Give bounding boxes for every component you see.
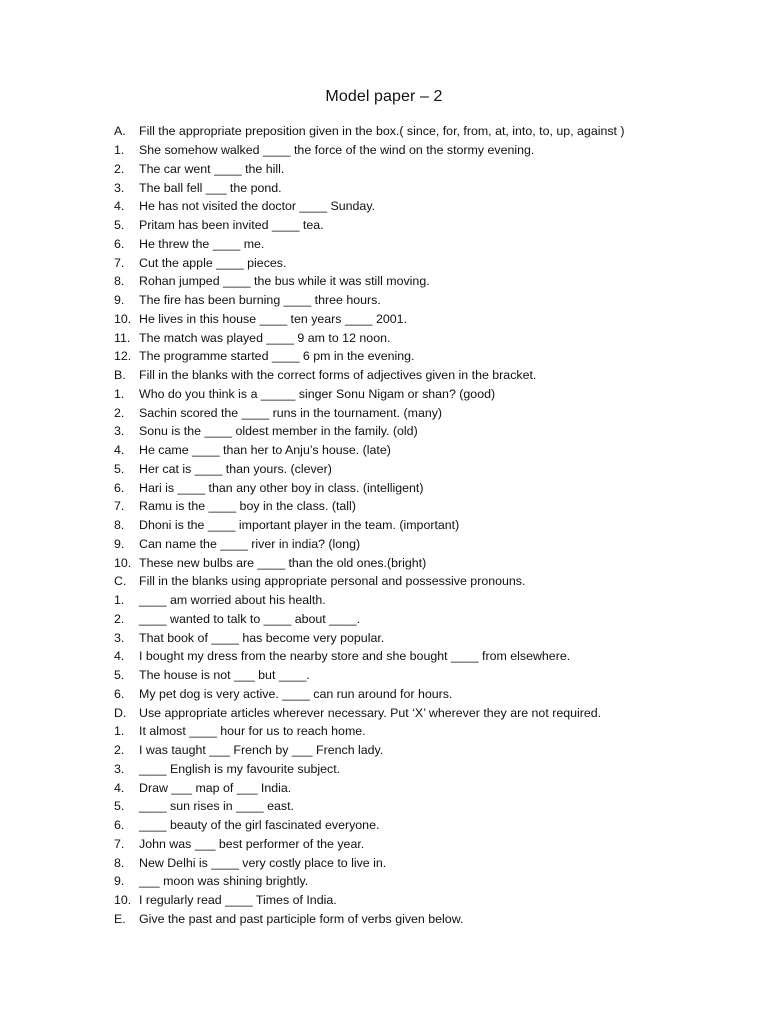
line-text: Pritam has been invited ____ tea. bbox=[139, 218, 324, 233]
question-list bbox=[114, 122, 754, 928]
question-line bbox=[114, 741, 754, 760]
line-number: 9. bbox=[114, 293, 125, 308]
line-text: She somehow walked ____ the force of the wind on the stormy evening. bbox=[139, 143, 535, 158]
line-text: ____ beauty of the girl fascinated everyone. bbox=[139, 818, 380, 833]
line-number: E. bbox=[114, 911, 126, 926]
question-line bbox=[114, 535, 754, 554]
line-number: 2. bbox=[114, 405, 125, 420]
line-text: The fire has been burning ____ three hours. bbox=[139, 293, 381, 308]
question-line bbox=[114, 178, 754, 197]
line-text: Sonu is the ____ oldest member in the family. (old) bbox=[139, 424, 418, 439]
line-number: 1. bbox=[114, 386, 125, 401]
line-text: I regularly read ____ Times of India. bbox=[139, 893, 337, 908]
line-number: 3. bbox=[114, 630, 125, 645]
line-text: The car went ____ the hill. bbox=[139, 161, 285, 176]
line-number: 3. bbox=[114, 424, 125, 439]
line-number: 1. bbox=[114, 724, 125, 739]
line-number: 2. bbox=[114, 611, 125, 626]
line-number: 6. bbox=[114, 236, 125, 251]
line-text: Use appropriate articles wherever necessary. Put ‘X’ wherever they are not required. bbox=[139, 705, 602, 720]
line-text: The ball fell ___ the pond. bbox=[139, 180, 282, 195]
page-title: Model paper – 2 bbox=[325, 88, 443, 105]
question-line bbox=[114, 910, 754, 929]
question-line bbox=[114, 310, 754, 329]
line-text: ____ wanted to talk to ____ about ____. bbox=[139, 611, 361, 626]
line-number: 10. bbox=[114, 311, 132, 326]
line-text: The house is not ___ but ____. bbox=[139, 668, 310, 683]
line-number: 6. bbox=[114, 480, 125, 495]
line-number: 4. bbox=[114, 780, 125, 795]
line-number: 10. bbox=[114, 555, 132, 570]
line-text: Can name the ____ river in india? (long) bbox=[139, 536, 361, 551]
line-text: Who do you think is a _____ singer Sonu Nigam or shan? (good) bbox=[139, 386, 496, 401]
question-line bbox=[114, 328, 754, 347]
line-number: 8. bbox=[114, 855, 125, 870]
line-text: Fill the appropriate preposition given in the box.( since, for, from, at, into, to, up, against ) bbox=[139, 124, 625, 139]
question-line bbox=[114, 610, 754, 629]
line-number: 12. bbox=[114, 349, 132, 364]
question-line bbox=[114, 385, 754, 404]
line-text: Cut the apple ____ pieces. bbox=[139, 255, 287, 270]
question-line bbox=[114, 422, 754, 441]
line-text: Dhoni is the ____ important player in the team. (important) bbox=[139, 518, 460, 533]
line-text: These new bulbs are ____ than the old ones.(bright) bbox=[139, 555, 427, 570]
line-text: My pet dog is very active. ____ can run around for hours. bbox=[139, 686, 453, 701]
line-number: 9. bbox=[114, 536, 125, 551]
line-text: ____ sun rises in ____ east. bbox=[139, 799, 294, 814]
question-line bbox=[114, 835, 754, 854]
question-line bbox=[114, 366, 754, 385]
question-line bbox=[114, 460, 754, 479]
line-text: Ramu is the ____ boy in the class. (tall) bbox=[139, 499, 356, 514]
line-text: ____ English is my favourite subject. bbox=[139, 761, 341, 776]
line-text: He lives in this house ____ ten years ____ 2001. bbox=[139, 311, 407, 326]
line-number: 10. bbox=[114, 893, 132, 908]
line-number: C. bbox=[114, 574, 127, 589]
question-line bbox=[114, 516, 754, 535]
line-text: That book of ____ has become very popular. bbox=[139, 630, 385, 645]
question-line bbox=[114, 572, 754, 591]
line-text: It almost ____ hour for us to reach home. bbox=[139, 724, 366, 739]
line-number: 4. bbox=[114, 649, 125, 664]
question-line bbox=[114, 403, 754, 422]
question-line bbox=[114, 628, 754, 647]
line-text: He threw the ____ me. bbox=[139, 236, 265, 251]
line-text: Her cat is ____ than yours. (clever) bbox=[139, 461, 332, 476]
question-line bbox=[114, 685, 754, 704]
question-line bbox=[114, 666, 754, 685]
line-number: D. bbox=[114, 705, 127, 720]
question-line bbox=[114, 272, 754, 291]
line-number: 3. bbox=[114, 761, 125, 776]
line-text: He has not visited the doctor ____ Sunday. bbox=[139, 199, 376, 214]
line-text: The programme started ____ 6 pm in the evening. bbox=[139, 349, 415, 364]
line-number: 4. bbox=[114, 443, 125, 458]
line-text: The match was played ____ 9 am to 12 noon. bbox=[139, 330, 391, 345]
line-number: 9. bbox=[114, 874, 125, 889]
line-number: 1. bbox=[114, 143, 125, 158]
line-text: Give the past and past participle form of verbs given below. bbox=[139, 911, 464, 926]
line-number: 11. bbox=[114, 330, 131, 345]
line-text: Rohan jumped ____ the bus while it was still moving. bbox=[139, 274, 430, 289]
line-text: Fill in the blanks with the correct forms of adjectives given in the bracket. bbox=[139, 368, 537, 383]
question-line bbox=[114, 253, 754, 272]
question-line bbox=[114, 216, 754, 235]
question-line bbox=[114, 891, 754, 910]
question-line bbox=[114, 497, 754, 516]
question-line bbox=[114, 722, 754, 741]
question-line bbox=[114, 478, 754, 497]
line-number: 8. bbox=[114, 518, 125, 533]
line-number: 7. bbox=[114, 499, 125, 514]
line-text: I bought my dress from the nearby store and she bought ____ from elsewhere. bbox=[139, 649, 571, 664]
line-number: A. bbox=[114, 124, 126, 139]
question-line bbox=[114, 872, 754, 891]
line-number: 5. bbox=[114, 461, 125, 476]
line-text: I was taught ___ French by ___ French lady. bbox=[139, 743, 384, 758]
line-number: 1. bbox=[114, 593, 125, 608]
question-line bbox=[114, 778, 754, 797]
line-text: John was ___ best performer of the year. bbox=[139, 836, 365, 851]
line-number: 6. bbox=[114, 818, 125, 833]
line-number: 3. bbox=[114, 180, 125, 195]
line-number: B. bbox=[114, 368, 126, 383]
line-number: 7. bbox=[114, 836, 125, 851]
line-number: 2. bbox=[114, 161, 125, 176]
line-text: Hari is ____ than any other boy in class. (intelligent) bbox=[139, 480, 424, 495]
question-line bbox=[114, 591, 754, 610]
line-number: 6. bbox=[114, 686, 125, 701]
question-line bbox=[114, 647, 754, 666]
question-line bbox=[114, 441, 754, 460]
line-number: 2. bbox=[114, 743, 125, 758]
line-text: ____ am worried about his health. bbox=[139, 593, 326, 608]
line-text: ___ moon was shining brightly. bbox=[139, 874, 309, 889]
question-line bbox=[114, 291, 754, 310]
line-number: 5. bbox=[114, 668, 125, 683]
question-line bbox=[114, 553, 754, 572]
question-line bbox=[114, 816, 754, 835]
question-line bbox=[114, 347, 754, 366]
line-number: 7. bbox=[114, 255, 125, 270]
line-number: 5. bbox=[114, 799, 125, 814]
line-number: 8. bbox=[114, 274, 125, 289]
line-number: 5. bbox=[114, 218, 125, 233]
line-number: 4. bbox=[114, 199, 125, 214]
question-line bbox=[114, 197, 754, 216]
question-line bbox=[114, 235, 754, 254]
line-text: Draw ___ map of ___ India. bbox=[139, 780, 292, 795]
question-line bbox=[114, 703, 754, 722]
question-line bbox=[114, 797, 754, 816]
line-text: Sachin scored the ____ runs in the tournament. (many) bbox=[139, 405, 443, 420]
question-line bbox=[114, 853, 754, 872]
question-line bbox=[114, 122, 754, 141]
question-line bbox=[114, 760, 754, 779]
line-text: Fill in the blanks using appropriate personal and possessive pronouns. bbox=[139, 574, 526, 589]
line-text: He came ____ than her to Anju’s house. (late) bbox=[139, 443, 391, 458]
question-line bbox=[114, 160, 754, 179]
question-line bbox=[114, 141, 754, 160]
line-text: New Delhi is ____ very costly place to live in. bbox=[139, 855, 387, 870]
